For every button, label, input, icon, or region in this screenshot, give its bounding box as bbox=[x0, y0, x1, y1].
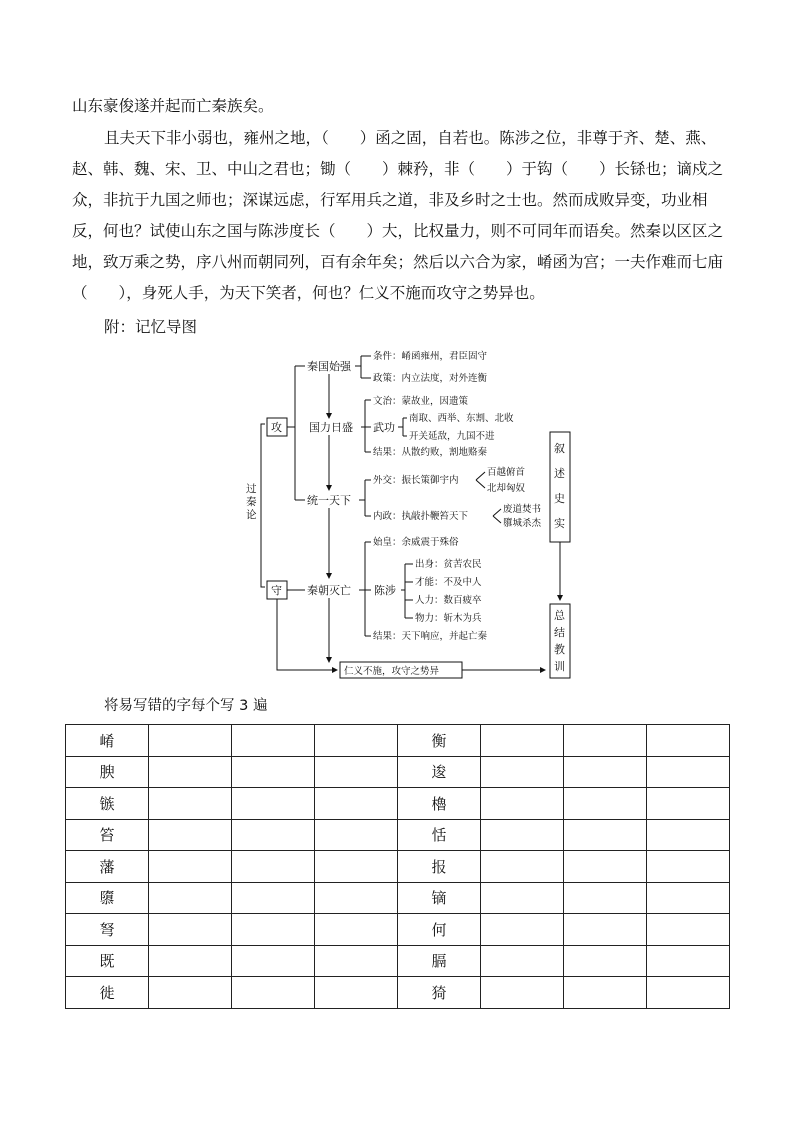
conclusion-text: 仁义不施，攻守之势异 bbox=[344, 666, 440, 677]
writing-cell[interactable] bbox=[149, 725, 232, 757]
practice-char: 逡 bbox=[398, 756, 481, 788]
writing-cell[interactable] bbox=[149, 851, 232, 883]
practice-char: 恬 bbox=[398, 819, 481, 851]
strong-policy: 政策：内立法度，对外连衡 bbox=[373, 373, 488, 384]
practice-caption: 将易写错的字每个写 3 遍 bbox=[104, 698, 268, 714]
node-military: 武功 bbox=[373, 421, 395, 434]
writing-cell[interactable] bbox=[564, 725, 647, 757]
practice-char: 膈 bbox=[398, 945, 481, 977]
writing-cell[interactable] bbox=[647, 914, 730, 946]
passage-line-top: 山东豪俊遂并起而亡秦族矣。 bbox=[72, 97, 274, 115]
table-row bbox=[66, 914, 730, 946]
writing-cell[interactable] bbox=[481, 725, 564, 757]
practice-char: 报 bbox=[398, 851, 481, 883]
table-row bbox=[66, 819, 730, 851]
domestic-b: 隳城杀杰 bbox=[503, 518, 542, 529]
summary-3: 教 bbox=[554, 643, 565, 656]
narrate-2: 述 bbox=[554, 467, 565, 480]
attack-label: 攻 bbox=[271, 421, 282, 434]
writing-cell[interactable] bbox=[232, 977, 315, 1009]
writing-cell[interactable] bbox=[232, 914, 315, 946]
chen-origin: 出身：贫苦农民 bbox=[415, 559, 482, 570]
summary-2: 结 bbox=[554, 626, 565, 639]
writing-cell[interactable] bbox=[315, 788, 398, 820]
foreign-policy: 外交：振长策御宇内 bbox=[373, 475, 459, 486]
writing-cell[interactable] bbox=[149, 914, 232, 946]
narrate-1: 叙 bbox=[554, 442, 565, 455]
writing-cell[interactable] bbox=[564, 977, 647, 1009]
root-label-3: 论 bbox=[246, 509, 257, 521]
practice-char: 櫓 bbox=[398, 788, 481, 820]
root-bracket bbox=[261, 424, 265, 587]
writing-cell[interactable] bbox=[647, 725, 730, 757]
writing-cell[interactable] bbox=[232, 725, 315, 757]
table-row bbox=[66, 882, 730, 914]
writing-cell[interactable] bbox=[232, 851, 315, 883]
writing-cell[interactable] bbox=[481, 945, 564, 977]
writing-cell[interactable] bbox=[564, 788, 647, 820]
table-row bbox=[66, 756, 730, 788]
fall-result: 结果：天下响应，并起亡秦 bbox=[373, 631, 488, 642]
writing-cell[interactable] bbox=[564, 851, 647, 883]
writing-cell[interactable] bbox=[149, 756, 232, 788]
writing-cell[interactable] bbox=[149, 819, 232, 851]
writing-cell[interactable] bbox=[315, 851, 398, 883]
defend-label: 守 bbox=[271, 584, 282, 597]
writing-cell[interactable] bbox=[232, 882, 315, 914]
root-label-2: 秦 bbox=[246, 496, 257, 508]
domestic-a: 废道焚书 bbox=[503, 504, 542, 515]
writing-cell[interactable] bbox=[315, 819, 398, 851]
writing-cell[interactable] bbox=[481, 851, 564, 883]
practice-char: 笞 bbox=[66, 819, 149, 851]
writing-cell[interactable] bbox=[647, 819, 730, 851]
narrate-3: 史 bbox=[554, 492, 565, 505]
memory-mind-map bbox=[243, 342, 583, 682]
practice-char: 崤 bbox=[66, 725, 149, 757]
writing-cell[interactable] bbox=[232, 756, 315, 788]
writing-cell[interactable] bbox=[564, 882, 647, 914]
root-label-1: 过 bbox=[246, 483, 257, 495]
practice-char: 既 bbox=[66, 945, 149, 977]
summary-1: 总 bbox=[554, 609, 565, 622]
writing-cell[interactable] bbox=[481, 788, 564, 820]
writing-cell[interactable] bbox=[647, 851, 730, 883]
writing-cell[interactable] bbox=[564, 914, 647, 946]
attack-trunk bbox=[287, 366, 305, 500]
military-1: 南取、西举、东割、北收 bbox=[409, 413, 514, 424]
node-strong: 秦国始强 bbox=[307, 360, 351, 373]
narrate-4: 实 bbox=[554, 517, 565, 530]
writing-cell[interactable] bbox=[564, 819, 647, 851]
emperor: 始皇：余威震于殊俗 bbox=[373, 537, 459, 548]
writing-cell[interactable] bbox=[232, 819, 315, 851]
writing-cell[interactable] bbox=[149, 882, 232, 914]
node-unify: 统一天下 bbox=[307, 494, 351, 507]
writing-cell[interactable] bbox=[481, 977, 564, 1009]
writing-cell[interactable] bbox=[315, 882, 398, 914]
practice-char: 腴 bbox=[66, 756, 149, 788]
arrow-defend-to-conclusion bbox=[277, 599, 337, 670]
writing-cell[interactable] bbox=[481, 882, 564, 914]
table-row bbox=[66, 977, 730, 1009]
writing-cell[interactable] bbox=[647, 756, 730, 788]
writing-cell[interactable] bbox=[315, 725, 398, 757]
node-chen: 陈涉 bbox=[374, 584, 396, 597]
table-row bbox=[66, 945, 730, 977]
practice-char: 藩 bbox=[66, 851, 149, 883]
appendix-label: 附：记忆导图 bbox=[104, 318, 198, 336]
writing-cell[interactable] bbox=[149, 945, 232, 977]
writing-cell[interactable] bbox=[232, 788, 315, 820]
writing-cell[interactable] bbox=[149, 977, 232, 1009]
foreign-a: 百越俯首 bbox=[487, 467, 526, 478]
practice-char: 衡 bbox=[398, 725, 481, 757]
passage-paragraph: 且夫天下非小弱也，雍州之地，（ ）函之固，自若也。陈涉之位，非尊于齐、楚、燕、赵、韩、魏、宋、卫、中山之君也；锄（ ）棘矜，非（ ）于钩（ ）长铩也；谪戍之众，非抗于九国之师也；深谋远虑，行军用兵之道，非及乡时之士也。然而成败异变，功业相反，何也？试使山东之国与陈涉度长（ ）大，比权量力，则不可同年而语矣。然秦以区区之地，致万乘之势，序八州而朝同列，百有余年矣；然后以六合为家，崤函为宫；一夫作难而七庙（ ），身死人手，为天下笑者，何也？仁义不施而攻守之势异也。 bbox=[72, 129, 724, 302]
node-power: 国力日盛 bbox=[309, 421, 353, 434]
military-2: 开关延敌，九国不进 bbox=[409, 431, 495, 442]
writing-cell[interactable] bbox=[647, 977, 730, 1009]
writing-cell[interactable] bbox=[647, 788, 730, 820]
practice-table bbox=[65, 724, 730, 1009]
foreign-b: 北却匈奴 bbox=[487, 483, 526, 494]
practice-char: 猗 bbox=[398, 977, 481, 1009]
chen-manpower: 人力：数百疲卒 bbox=[415, 595, 482, 606]
writing-cell[interactable] bbox=[481, 914, 564, 946]
practice-char: 何 bbox=[398, 914, 481, 946]
writing-cell[interactable] bbox=[647, 882, 730, 914]
table-row bbox=[66, 851, 730, 883]
table-row bbox=[66, 788, 730, 820]
writing-cell[interactable] bbox=[481, 756, 564, 788]
writing-cell[interactable] bbox=[564, 945, 647, 977]
practice-char: 隳 bbox=[66, 882, 149, 914]
summary-4: 训 bbox=[554, 660, 565, 673]
table-row bbox=[66, 725, 730, 757]
strong-condition: 条件：崤函雍州，君臣固守 bbox=[373, 351, 488, 362]
writing-cell[interactable] bbox=[315, 756, 398, 788]
domestic-policy: 内政：执敲扑鞭笞天下 bbox=[373, 511, 469, 522]
practice-char: 徙 bbox=[66, 977, 149, 1009]
writing-cell[interactable] bbox=[149, 788, 232, 820]
civil-rule: 文治：蒙故业，因遗策 bbox=[373, 396, 469, 407]
writing-cell[interactable] bbox=[647, 945, 730, 977]
writing-cell[interactable] bbox=[232, 945, 315, 977]
writing-cell[interactable] bbox=[315, 945, 398, 977]
practice-char: 弩 bbox=[66, 914, 149, 946]
practice-char: 镝 bbox=[398, 882, 481, 914]
chen-resources: 物力：斩木为兵 bbox=[415, 613, 482, 624]
chen-talent: 才能：不及中人 bbox=[415, 577, 482, 588]
writing-cell[interactable] bbox=[481, 819, 564, 851]
practice-char: 镞 bbox=[66, 788, 149, 820]
writing-cell[interactable] bbox=[315, 977, 398, 1009]
writing-cell[interactable] bbox=[315, 914, 398, 946]
node-fall: 秦朝灭亡 bbox=[307, 584, 351, 597]
power-result: 结果：从散约败，割地赂秦 bbox=[373, 447, 488, 458]
writing-cell[interactable] bbox=[564, 756, 647, 788]
